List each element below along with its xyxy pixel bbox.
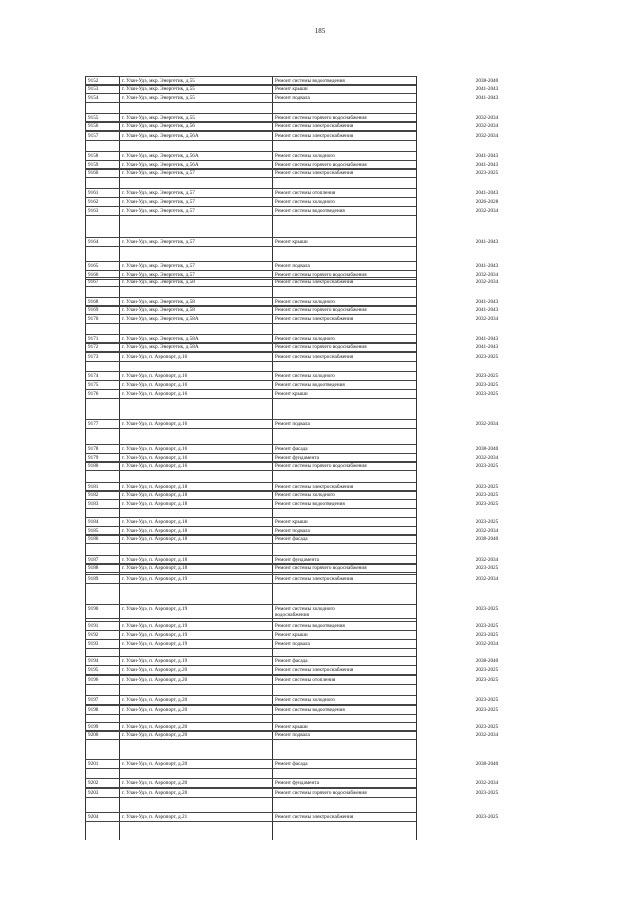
table-row bbox=[85, 788, 499, 798]
row-number: 9184 bbox=[88, 519, 99, 525]
table-row bbox=[85, 314, 499, 324]
row-period: 2041-2043 bbox=[475, 299, 499, 305]
table-row bbox=[85, 695, 499, 705]
row-period: 2023-2025 bbox=[475, 519, 499, 525]
row-number: 9154 bbox=[88, 95, 99, 101]
row-number: 9199 bbox=[88, 724, 99, 730]
row-period: 2041-2043 bbox=[475, 263, 499, 269]
row-number: 9172 bbox=[88, 344, 99, 350]
row-number: 9189 bbox=[88, 576, 99, 582]
row-address: г. Улан-Удэ, п. Аэропорт, д.18 bbox=[122, 557, 188, 563]
row-address: г. Улан-Удэ, п. Аэропорт, д.19 bbox=[122, 632, 188, 638]
row-period: 2038-2040 bbox=[475, 78, 499, 84]
row-number: 9176 bbox=[88, 391, 99, 397]
row-period: 2032-2034 bbox=[475, 421, 499, 427]
table-row bbox=[85, 574, 499, 584]
table-row bbox=[85, 675, 499, 685]
row-period: 2032-2034 bbox=[475, 133, 499, 139]
row-period: 2032-2034 bbox=[475, 316, 499, 322]
table-row bbox=[85, 237, 499, 247]
row-address: г. Улан-Удэ, мкр. Энергетик, д.57 bbox=[122, 263, 195, 269]
row-address: г. Улан-Удэ, п. Аэропорт, д.16 bbox=[122, 382, 188, 388]
row-address: г. Улан-Удэ, п. Аэропорт, д.16 bbox=[122, 373, 188, 379]
row-work-type: Ремонт системы горячего водоснабжения bbox=[275, 790, 367, 796]
row-address: г. Улан-Удэ, мкр. Энергетик, д.56 bbox=[122, 123, 195, 129]
row-work-type: Ремонт крыши bbox=[275, 391, 308, 397]
table-row bbox=[85, 206, 499, 216]
row-number: 9165 bbox=[88, 263, 99, 269]
row-address: г. Улан-Удэ, п. Аэропорт, д.20 bbox=[122, 780, 188, 786]
table-row bbox=[85, 277, 499, 287]
row-address: г. Улан-Удэ, мкр. Энергетик, д.58 bbox=[122, 299, 195, 305]
row-work-type: Ремонт фундамента bbox=[275, 557, 319, 563]
row-work-type: Ремонт подвала bbox=[275, 421, 310, 427]
row-period: 2023-2025 bbox=[475, 492, 499, 498]
row-address: г. Улан-Удэ, мкр. Энергетик, д.57 bbox=[122, 190, 195, 196]
table-row bbox=[85, 812, 499, 822]
row-address: г. Улан-Удэ, п. Аэропорт, д.20 bbox=[122, 724, 188, 730]
row-address: г. Улан-Удэ, п. Аэропорт, д.18 bbox=[122, 528, 188, 534]
row-period: 2032-2034 bbox=[475, 528, 499, 534]
row-number: 9162 bbox=[88, 199, 99, 205]
row-period: 2038-2040 bbox=[475, 658, 499, 664]
row-address: г. Улан-Удэ, п. Аэропорт, д.16 bbox=[122, 463, 188, 469]
row-address: г. Улан-Удэ, мкр. Энергетик, д.55 bbox=[122, 86, 195, 92]
table-row bbox=[85, 534, 499, 544]
row-work-type: Ремонт системы холодного bbox=[275, 199, 335, 205]
row-work-type: Ремонт системы водоотведения bbox=[275, 707, 345, 713]
row-number: 9182 bbox=[88, 492, 99, 498]
row-number: 9175 bbox=[88, 382, 99, 388]
row-work-type: Ремонт фасада bbox=[275, 446, 308, 452]
row-address: г. Улан-Удэ, п. Аэропорт, д.16 bbox=[122, 421, 188, 427]
table-row bbox=[85, 352, 499, 362]
row-work-type: Ремонт системы электроснабжения bbox=[275, 170, 354, 176]
table-row bbox=[85, 499, 499, 509]
row-period: 2023-2025 bbox=[475, 724, 499, 730]
row-period: 2041-2043 bbox=[475, 162, 499, 168]
table-row bbox=[85, 778, 499, 788]
row-number: 9179 bbox=[88, 455, 99, 461]
row-period: 2032-2034 bbox=[475, 780, 499, 786]
row-work-type: Ремонт системы горячего водоснабжения bbox=[275, 307, 367, 313]
row-number: 9161 bbox=[88, 190, 99, 196]
row-period: 2041-2043 bbox=[475, 86, 499, 92]
row-period: 2023-2025 bbox=[475, 382, 499, 388]
row-number: 9152 bbox=[88, 78, 99, 84]
row-period: 2023-2025 bbox=[475, 790, 499, 796]
row-work-type: Ремонт системы холодного bbox=[275, 336, 335, 342]
row-address: г. Улан-Удэ, п. Аэропорт, д.18 bbox=[122, 536, 188, 542]
row-address: г. Улан-Удэ, мкр. Энергетик, д.58А bbox=[122, 316, 199, 322]
row-work-type: Ремонт подвала bbox=[275, 263, 310, 269]
row-work-type: Ремонт системы электроснабжения bbox=[275, 354, 354, 360]
row-work-type: Ремонт системы электроснабжения bbox=[275, 576, 354, 582]
row-work-type: Ремонт системы водоотведения bbox=[275, 501, 345, 507]
row-period: 2041-2043 bbox=[475, 344, 499, 350]
row-address: г. Улан-Удэ, мкр. Энергетик, д.56А bbox=[122, 162, 199, 168]
row-period: 2041-2043 bbox=[475, 95, 499, 101]
row-period: 2023-2025 bbox=[475, 697, 499, 703]
row-number: 9168 bbox=[88, 299, 99, 305]
row-period: 2023-2025 bbox=[475, 632, 499, 638]
row-period: 2032-2034 bbox=[475, 557, 499, 563]
table-row bbox=[85, 705, 499, 715]
row-address: г. Улан-Удэ, п. Аэропорт, д.20 bbox=[122, 697, 188, 703]
row-address: г. Улан-Удэ, мкр. Энергетик, д.58 bbox=[122, 279, 195, 285]
row-work-type: Ремонт системы водоотведения bbox=[275, 623, 345, 629]
table-row bbox=[85, 342, 499, 352]
row-address: г. Улан-Удэ, п. Аэропорт, д.20 bbox=[122, 707, 188, 713]
row-address: г. Улан-Удэ, п. Аэропорт, д.20 bbox=[122, 732, 188, 738]
row-number: 9177 bbox=[88, 421, 99, 427]
row-number: 9188 bbox=[88, 565, 99, 571]
row-address: г. Улан-Удэ, мкр. Энергетик, д.57 bbox=[122, 239, 195, 245]
row-period: 2023-2025 bbox=[475, 623, 499, 629]
row-work-type: Ремонт крыши bbox=[275, 239, 308, 245]
row-work-type: Ремонт системы водоотведения bbox=[275, 208, 345, 214]
row-number: 9171 bbox=[88, 336, 99, 342]
row-address: г. Улан-Удэ, п. Аэропорт, д.16 bbox=[122, 455, 188, 461]
row-work-type: Ремонт системы холодного bbox=[275, 153, 335, 159]
row-period: 2032-2034 bbox=[475, 455, 499, 461]
row-period: 2041-2043 bbox=[475, 336, 499, 342]
row-number: 9193 bbox=[88, 641, 99, 647]
row-address: г. Улан-Удэ, п. Аэропорт, д.16 bbox=[122, 391, 188, 397]
row-work-type: Ремонт системы холодного bbox=[275, 606, 335, 612]
row-address: г. Улан-Удэ, мкр. Энергетик, д.55 bbox=[122, 78, 195, 84]
row-number: 9195 bbox=[88, 667, 99, 673]
row-work-type: Ремонт системы горячего водоснабжения bbox=[275, 272, 367, 278]
row-number: 9187 bbox=[88, 557, 99, 563]
table-row bbox=[85, 563, 499, 573]
row-number: 9178 bbox=[88, 446, 99, 452]
row-number: 9203 bbox=[88, 790, 99, 796]
row-number: 9204 bbox=[88, 814, 99, 820]
row-address: г. Улан-Удэ, п. Аэропорт, д.19 bbox=[122, 606, 188, 612]
row-work-type: Ремонт подвала bbox=[275, 528, 310, 534]
row-address: г. Улан-Удэ, мкр. Энергетик, д.58 bbox=[122, 307, 195, 313]
row-number: 9201 bbox=[88, 761, 99, 767]
row-work-type: Ремонт фундамента bbox=[275, 455, 319, 461]
row-work-type: Ремонт фундамента bbox=[275, 780, 319, 786]
table-row bbox=[85, 665, 499, 675]
table-row bbox=[85, 93, 499, 103]
row-address: г. Улан-Удэ, мкр. Энергетик, д.57 bbox=[122, 208, 195, 214]
row-work-type: Ремонт системы электроснабжения bbox=[275, 133, 354, 139]
row-number: 9186 bbox=[88, 536, 99, 542]
row-work-type: Ремонт системы электроснабжения bbox=[275, 814, 354, 820]
row-address: г. Улан-Удэ, мкр. Энергетик, д.55 bbox=[122, 95, 195, 101]
row-work-type: Ремонт системы водоотведения bbox=[275, 78, 345, 84]
row-number: 9192 bbox=[88, 632, 99, 638]
row-work-type: Ремонт подвала bbox=[275, 732, 310, 738]
row-work-type: Ремонт системы электроснабжения bbox=[275, 484, 354, 490]
row-period: 2023-2025 bbox=[475, 565, 499, 571]
row-period: 2032-2034 bbox=[475, 115, 499, 121]
row-work-type: Ремонт крыши bbox=[275, 724, 308, 730]
row-work-type: Ремонт системы электроснабжения bbox=[275, 123, 354, 129]
row-number: 9200 bbox=[88, 732, 99, 738]
row-number: 9159 bbox=[88, 162, 99, 168]
row-work-type: Ремонт системы холодного bbox=[275, 697, 335, 703]
row-number: 9185 bbox=[88, 528, 99, 534]
row-number: 9190 bbox=[88, 606, 99, 612]
row-address: г. Улан-Удэ, п. Аэропорт, д.18 bbox=[122, 484, 188, 490]
row-address: г. Улан-Удэ, мкр. Энергетик, д.56А bbox=[122, 133, 199, 139]
row-work-type: Ремонт фасада bbox=[275, 658, 308, 664]
row-work-type: Ремонт фасада bbox=[275, 536, 308, 542]
row-number: 9194 bbox=[88, 658, 99, 664]
row-number: 9158 bbox=[88, 153, 99, 159]
row-period: 2032-2034 bbox=[475, 576, 499, 582]
row-address: г. Улан-Удэ, мкр. Энергетик, д.58А bbox=[122, 344, 199, 350]
row-address: г. Улан-Удэ, п. Аэропорт, д.16 bbox=[122, 446, 188, 452]
row-work-type: Ремонт системы водоотведения bbox=[275, 382, 345, 388]
row-number: 9191 bbox=[88, 623, 99, 629]
row-number: 9160 bbox=[88, 170, 99, 176]
row-period: 2023-2025 bbox=[475, 667, 499, 673]
row-work-type: Ремонт системы отопления bbox=[275, 677, 336, 683]
table-row bbox=[85, 759, 499, 769]
row-address: г. Улан-Удэ, мкр. Энергетик, д.57 bbox=[122, 170, 195, 176]
row-work-type: Ремонт системы горячего водоснабжения bbox=[275, 115, 367, 121]
table-row bbox=[85, 121, 499, 131]
row-work-type: Ремонт системы электроснабжения bbox=[275, 316, 354, 322]
row-address: г. Улан-Удэ, п. Аэропорт, д.18 bbox=[122, 501, 188, 507]
row-address: г. Улан-Удэ, п. Аэропорт, д.19 bbox=[122, 576, 188, 582]
row-period: 2038-2040 bbox=[475, 536, 499, 542]
row-number: 9153 bbox=[88, 86, 99, 92]
row-period: 2032-2034 bbox=[475, 641, 499, 647]
row-period: 2026-2028 bbox=[475, 199, 499, 205]
repair-schedule-table bbox=[85, 76, 499, 840]
row-work-type: Ремонт фасада bbox=[275, 761, 308, 767]
row-address: г. Улан-Удэ, п. Аэропорт, д.19 bbox=[122, 641, 188, 647]
row-period: 2032-2034 bbox=[475, 279, 499, 285]
table-row bbox=[85, 730, 499, 740]
page-number: 185 bbox=[314, 27, 326, 35]
row-period: 2023-2025 bbox=[475, 463, 499, 469]
row-number: 9170 bbox=[88, 316, 99, 322]
row-work-type: Ремонт крыши bbox=[275, 86, 308, 92]
table-row bbox=[85, 131, 499, 141]
row-period: 2032-2034 bbox=[475, 123, 499, 129]
row-address: г. Улан-Удэ, мкр. Энергетик, д.55 bbox=[122, 115, 195, 121]
row-address: г. Улан-Удэ, п. Аэропорт, д.18 bbox=[122, 492, 188, 498]
row-period: 2023-2025 bbox=[475, 170, 499, 176]
row-address: г. Улан-Удэ, п. Аэропорт, д.19 bbox=[122, 623, 188, 629]
row-period: 2032-2034 bbox=[475, 272, 499, 278]
row-address: г. Улан-Удэ, мкр. Энергетик, д.57 bbox=[122, 272, 195, 278]
row-period: 2041-2043 bbox=[475, 190, 499, 196]
row-address: г. Улан-Удэ, п. Аэропорт, д.20 bbox=[122, 667, 188, 673]
row-number: 9169 bbox=[88, 307, 99, 313]
row-period: 2041-2043 bbox=[475, 307, 499, 313]
table-row bbox=[85, 604, 499, 619]
row-number: 9166 bbox=[88, 272, 99, 278]
row-period: 2023-2025 bbox=[475, 814, 499, 820]
row-work-type: Ремонт крыши bbox=[275, 632, 308, 638]
row-work-type: Ремонт системы холодного bbox=[275, 299, 335, 305]
row-period: 2023-2025 bbox=[475, 391, 499, 397]
row-number: 9174 bbox=[88, 373, 99, 379]
table-row bbox=[85, 639, 499, 649]
row-work-type: Ремонт системы электроснабжения bbox=[275, 279, 354, 285]
row-work-type: Ремонт системы горячего водоснабжения bbox=[275, 344, 367, 350]
row-work-type-continued: водоснабжения bbox=[275, 612, 309, 618]
row-period: 2023-2025 bbox=[475, 501, 499, 507]
row-period: 2038-2040 bbox=[475, 446, 499, 452]
row-number: 9196 bbox=[88, 677, 99, 683]
row-address: г. Улан-Удэ, мкр. Энергетик, д.56А bbox=[122, 153, 199, 159]
row-period: 2023-2025 bbox=[475, 373, 499, 379]
row-period: 2023-2025 bbox=[475, 354, 499, 360]
row-address: г. Улан-Удэ, п. Аэропорт, д.20 bbox=[122, 761, 188, 767]
row-period: 2041-2043 bbox=[475, 239, 499, 245]
row-number: 9197 bbox=[88, 697, 99, 703]
row-work-type: Ремонт системы горячего водоснабжения bbox=[275, 463, 367, 469]
row-number: 9156 bbox=[88, 123, 99, 129]
row-address: г. Улан-Удэ, п. Аэропорт, д.18 bbox=[122, 565, 188, 571]
table-row bbox=[85, 419, 499, 429]
row-work-type: Ремонт системы электроснабжения bbox=[275, 667, 354, 673]
row-work-type: Ремонт подвала bbox=[275, 641, 310, 647]
row-address: г. Улан-Удэ, мкр. Энергетик, д.58А bbox=[122, 336, 199, 342]
row-period: 2023-2025 bbox=[475, 606, 499, 612]
table-row bbox=[85, 168, 499, 178]
row-work-type: Ремонт системы горячего водоснабжения bbox=[275, 162, 367, 168]
table-row bbox=[85, 389, 499, 399]
row-number: 9155 bbox=[88, 115, 99, 121]
row-number: 9202 bbox=[88, 780, 99, 786]
row-period: 2023-2025 bbox=[475, 677, 499, 683]
row-address: г. Улан-Удэ, п. Аэропорт, д.19 bbox=[122, 658, 188, 664]
row-period: 2038-2040 bbox=[475, 761, 499, 767]
row-period: 2023-2025 bbox=[475, 707, 499, 713]
row-period: 2023-2025 bbox=[475, 484, 499, 490]
row-number: 9164 bbox=[88, 239, 99, 245]
row-work-type: Ремонт системы холодного bbox=[275, 492, 335, 498]
row-number: 9181 bbox=[88, 484, 99, 490]
row-number: 9167 bbox=[88, 279, 99, 285]
row-address: г. Улан-Удэ, п. Аэропорт, д.18 bbox=[122, 519, 188, 525]
row-address: г. Улан-Удэ, п. Аэропорт, д.20 bbox=[122, 677, 188, 683]
row-number: 9157 bbox=[88, 133, 99, 139]
row-work-type: Ремонт подвала bbox=[275, 95, 310, 101]
row-number: 9183 bbox=[88, 501, 99, 507]
row-period: 2032-2034 bbox=[475, 732, 499, 738]
row-address: г. Улан-Удэ, п. Аэропорт, д.20 bbox=[122, 790, 188, 796]
row-work-type: Ремонт крыши bbox=[275, 519, 308, 525]
table-row bbox=[85, 461, 499, 471]
row-period: 2032-2034 bbox=[475, 208, 499, 214]
row-address: г. Улан-Удэ, п. Аэропорт, д.16 bbox=[122, 354, 188, 360]
row-address: г. Улан-Удэ, мкр. Энергетик, д.57 bbox=[122, 199, 195, 205]
row-number: 9163 bbox=[88, 208, 99, 214]
row-work-type: Ремонт системы горячего водоснабжения bbox=[275, 565, 367, 571]
row-period: 2041-2043 bbox=[475, 153, 499, 159]
row-work-type: Ремонт системы отопления bbox=[275, 190, 336, 196]
row-number: 9173 bbox=[88, 354, 99, 360]
row-work-type: Ремонт системы холодного bbox=[275, 373, 335, 379]
row-address: г. Улан-Удэ, п. Аэропорт, д.21 bbox=[122, 814, 188, 820]
row-number: 9180 bbox=[88, 463, 99, 469]
row-number: 9198 bbox=[88, 707, 99, 713]
